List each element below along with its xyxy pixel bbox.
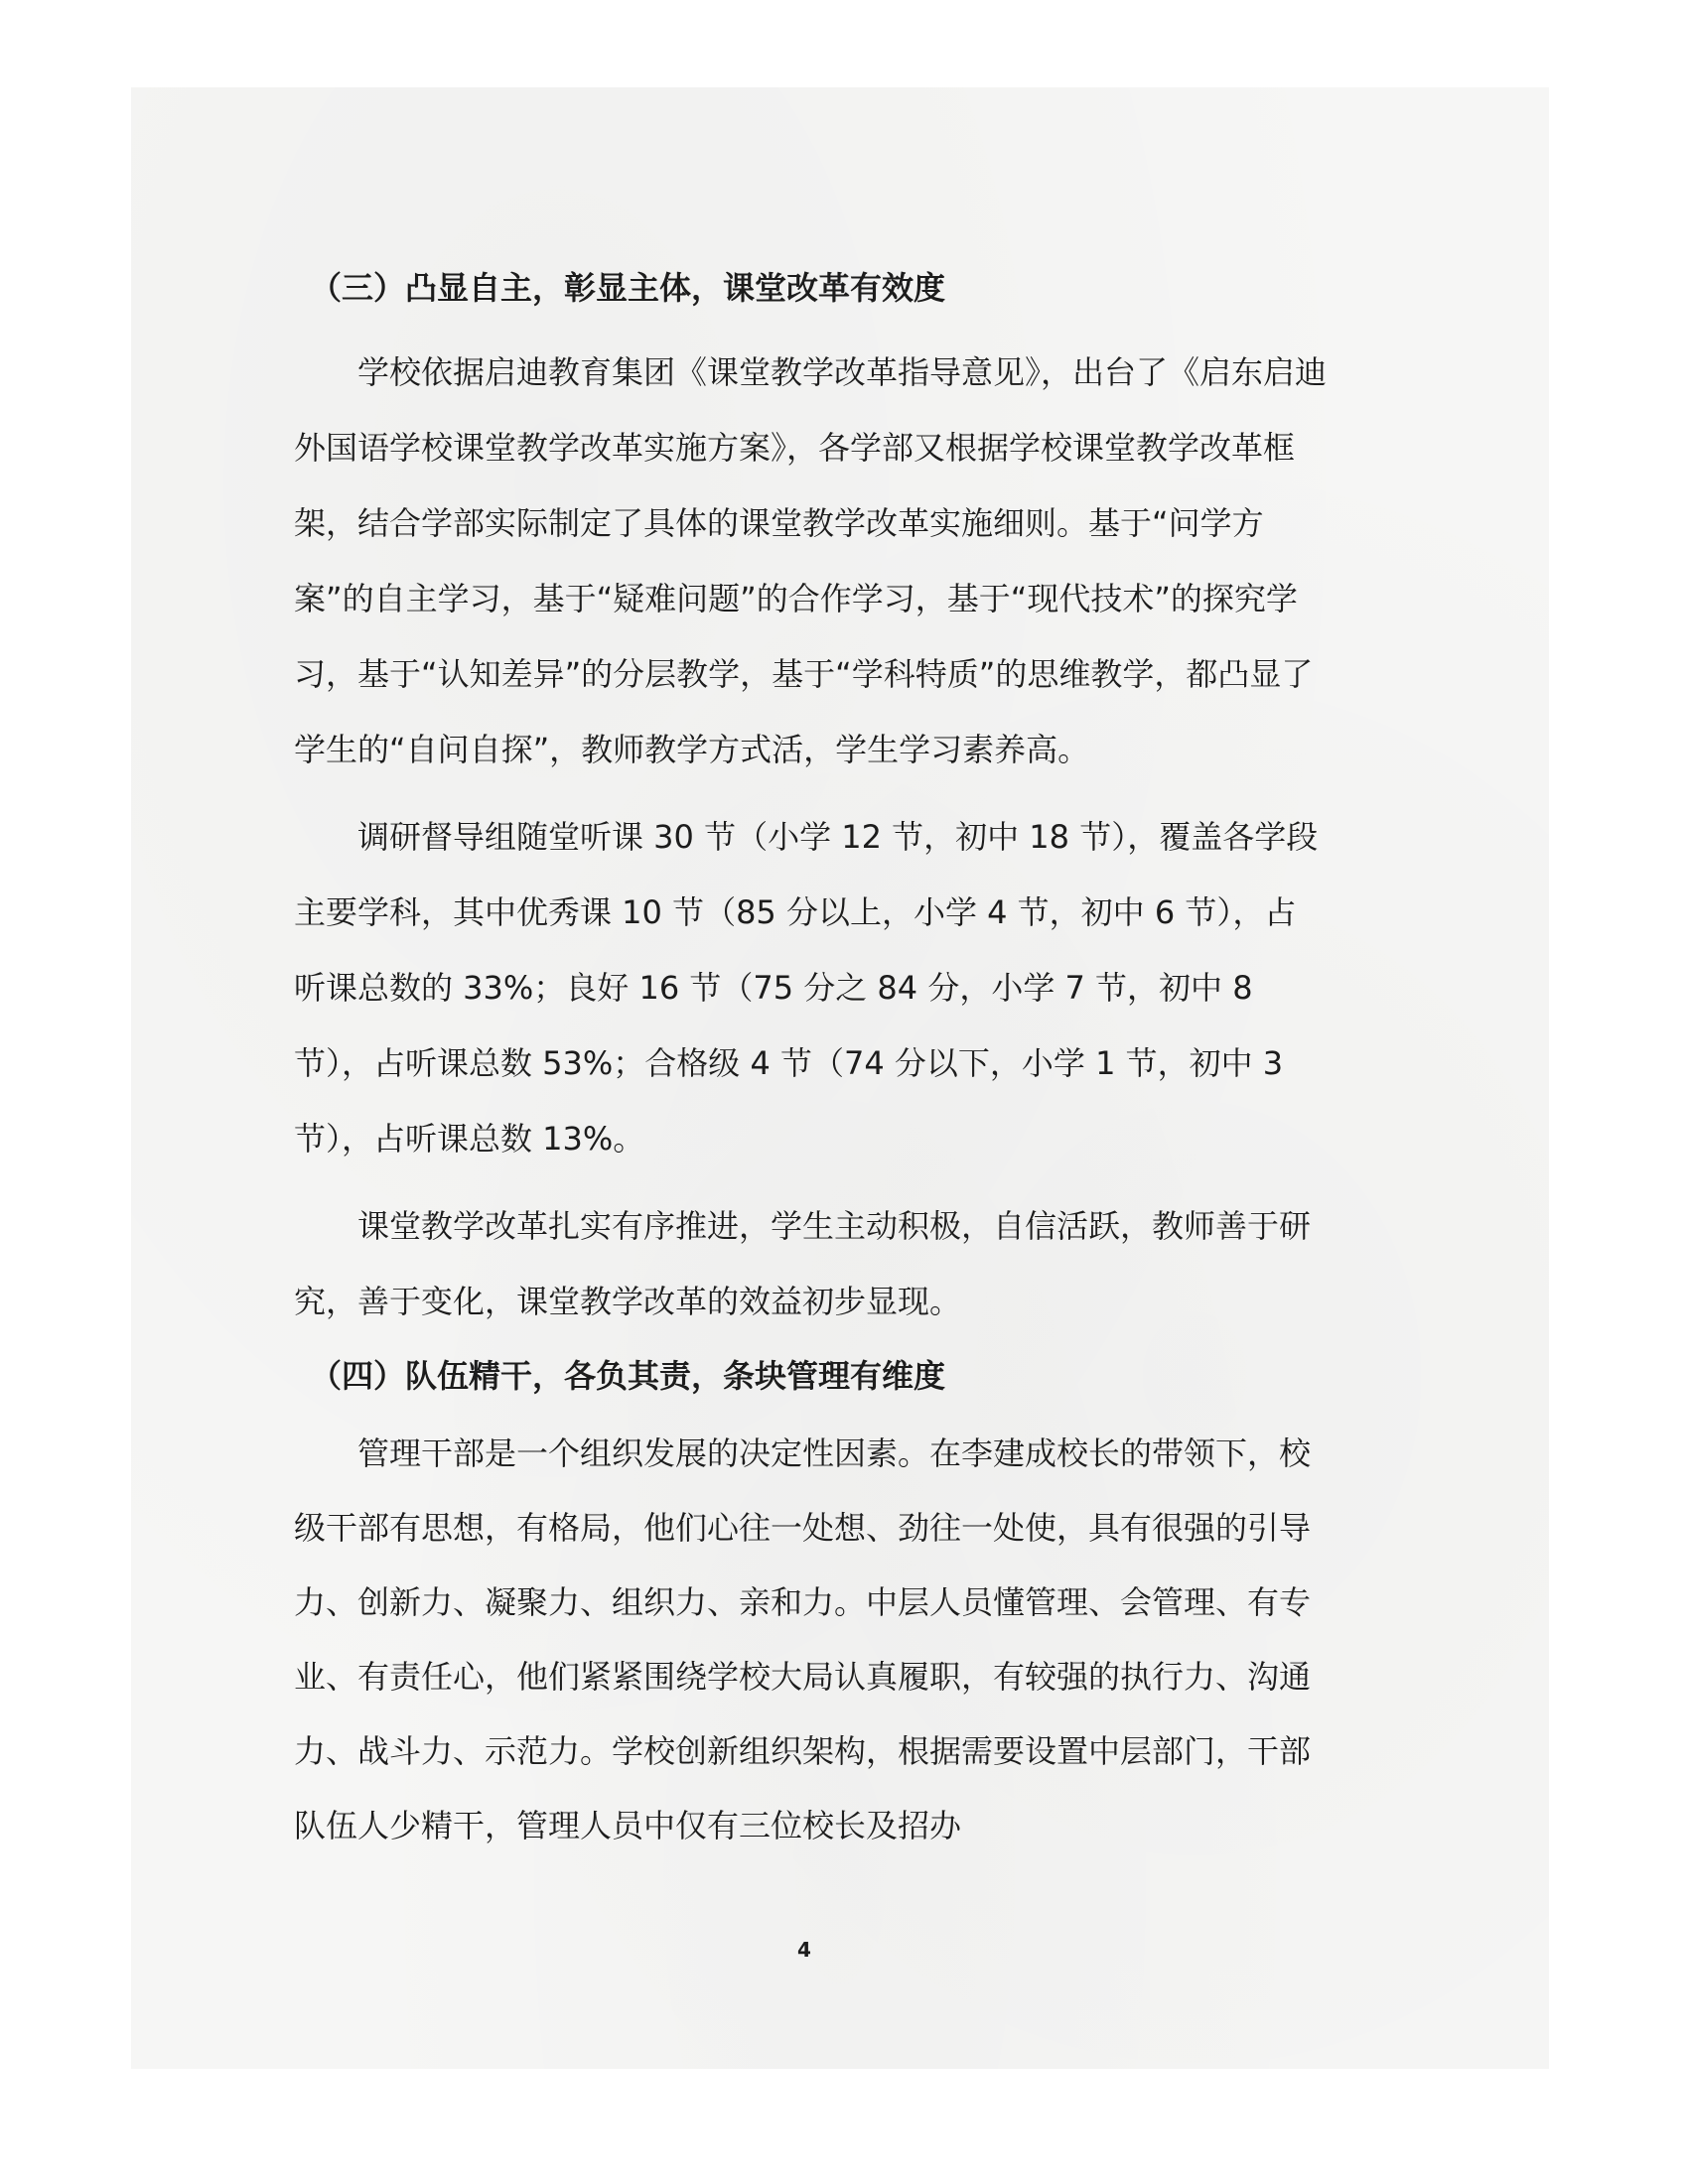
page-number: 4 [797,1938,811,1962]
section-3-heading: （三）凸显自主，彰显主体，课堂改革有效度 [310,269,946,307]
document-body [294,253,1327,1863]
section-4-paragraph-1: 管理干部是一个组织发展的决定性因素。在李建成校长的带领下，校级干部有思想，有格局，他们心往一处想、劲往一处使，具有很强的引导力、创新力、凝聚力、组织力、亲和力。中层人员懂管理、会管理、有专业、有责任心，他们紧紧围绕学校大局认真履职，有较强的执行力、沟通力、战斗力、示范力。学校创新组织架构，根据需要设置中层部门，干部队伍人少精干，管理人员中仅有三位校长及招办 [294,1434,1312,1844]
section-3-paragraph-3: 课堂教学改革扎实有序推进，学生主动积极，自信活跃，教师善于研究，善于变化，课堂教学改革的效益初步显现。 [294,1207,1312,1320]
section-3-paragraph-2: 调研督导组随堂听课 30 节（小学 12 节，初中 18 节），覆盖各学段主要学科，其中优秀课 10 节（85 分以上，小学 4 节，初中 6 节），占听课总数的 33%；良好 16 节（75 分之 84 分，小学 7 节，初中 8 节），占听课总数 53%；合格级 4 节（74 分以下，小学 1 节，初中 3 节），占听课总数 13%。 [294,818,1319,1158]
section-4-heading: （四）队伍精干，各负其责，条块管理有维度 [310,1357,946,1395]
section-3-paragraph-1: 学校依据启迪教育集团《课堂教学改革指导意见》，出台了《启东启迪外国语学校课堂教学改革实施方案》，各学部又根据学校课堂教学改革框架，结合学部实际制定了具体的课堂教学改革实施细则。基于“问学方案”的自主学习，基于“疑难问题”的合作学习，基于“现代技术”的探究学习，基于“认知差异”的分层教学，基于“学科特质”的思维教学，都凸显了学生的“自问自探”，教师教学方式活，学生学习素养高。 [294,353,1328,768]
